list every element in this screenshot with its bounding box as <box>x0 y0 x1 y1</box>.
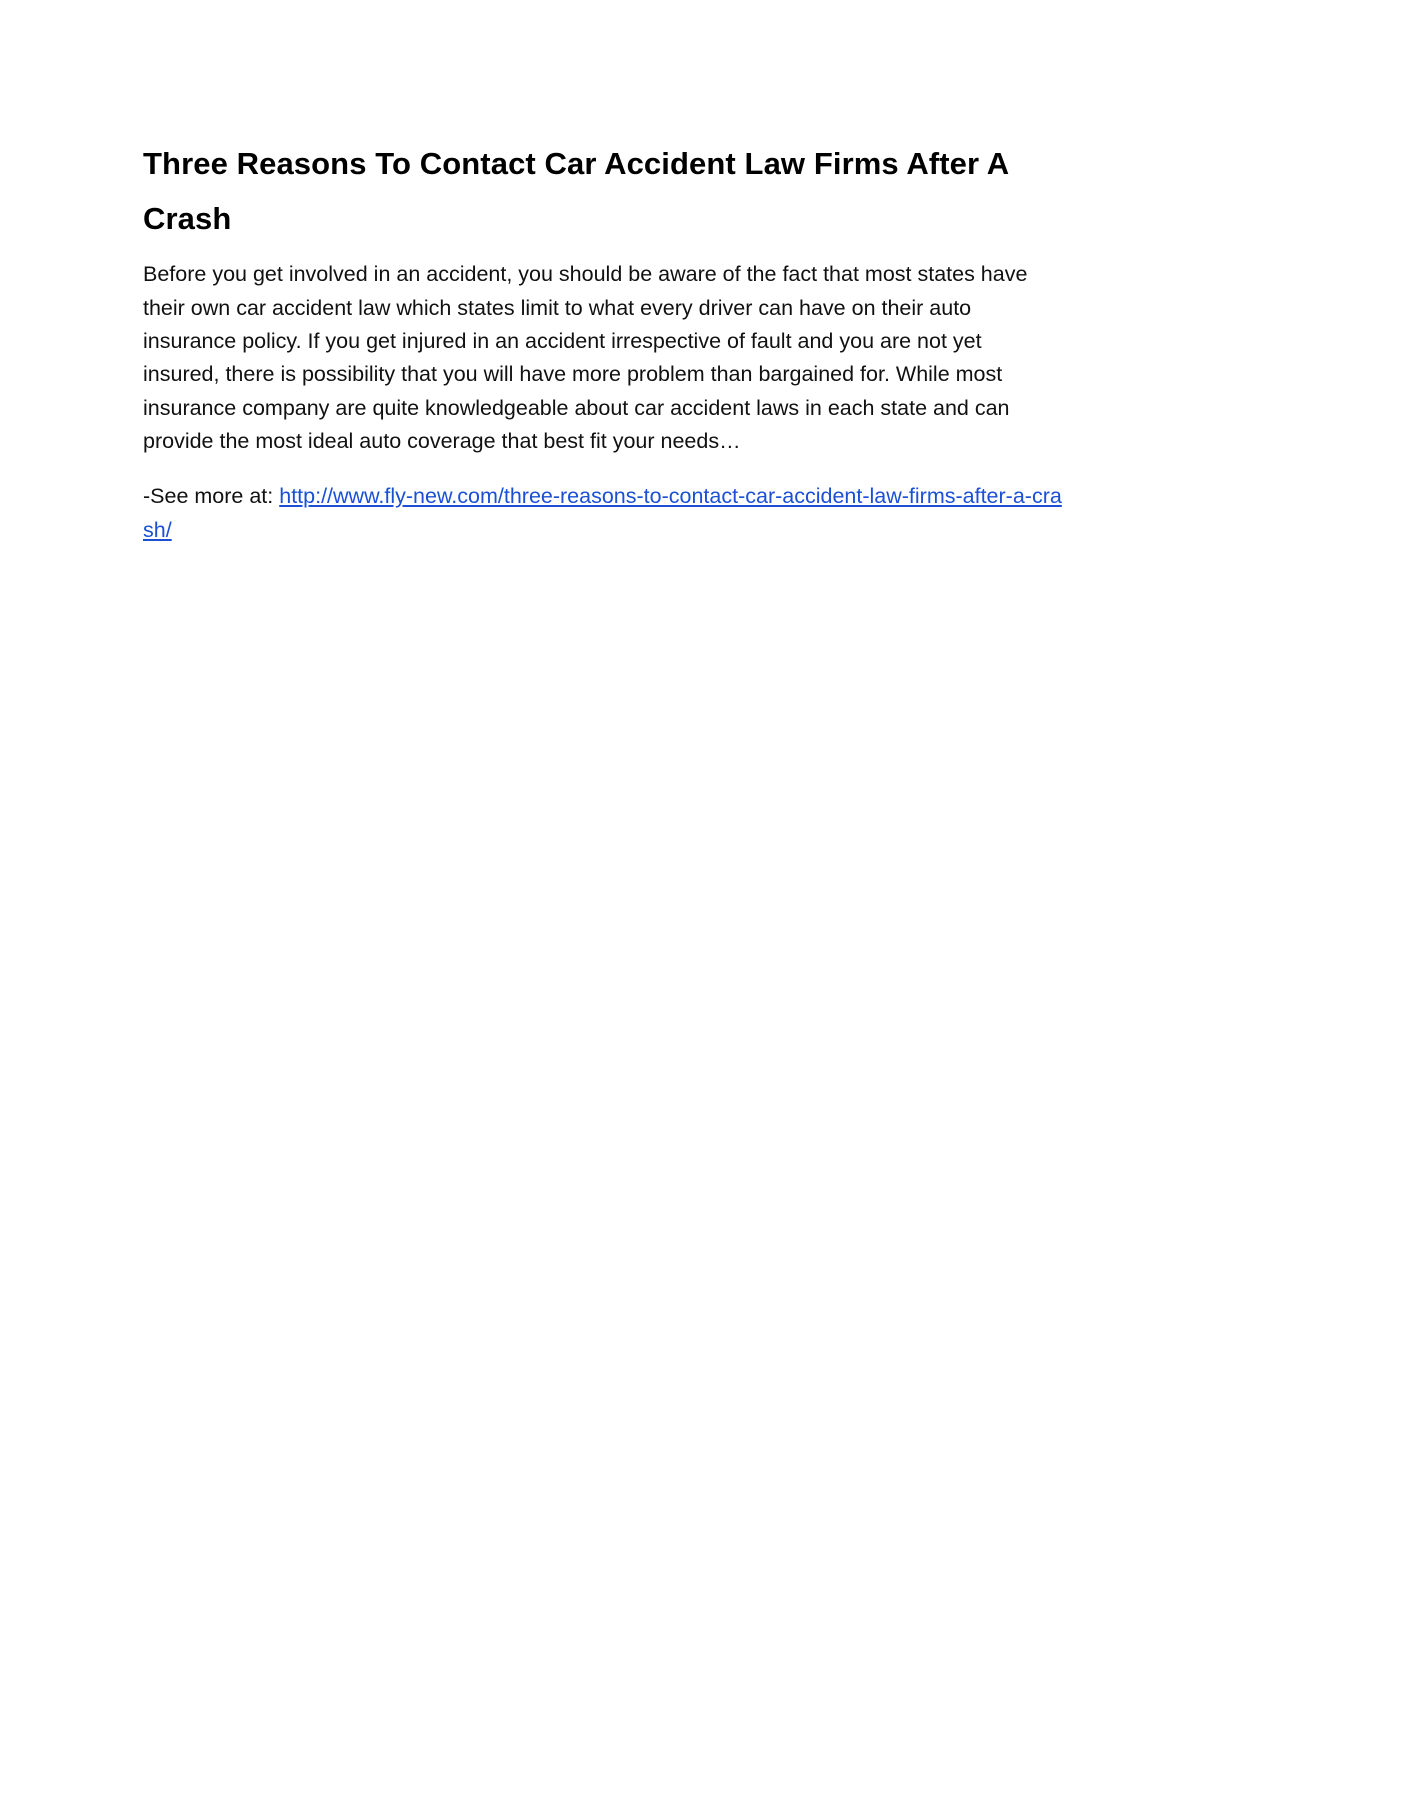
see-more-label: -See more at: <box>143 484 280 509</box>
body-paragraph: Before you get involved in an accident, you should be aware of the fact that most states have their own car accident law which states limit to what every driver can have on their auto insurance policy. If you get injured in an accident irrespective of fault and you are not yet insured, there is possibility that you will have more problem than bargained for. While most insurance company are quite knowledgeable about car accident laws in each state and can provide the most ideal auto coverage that best fit your needs… <box>143 262 1028 453</box>
document-content <box>143 136 1063 547</box>
see-more-paragraph <box>143 480 1063 547</box>
article-source-link[interactable]: http://www.fly-new.com/three-reasons-to-contact-car-accident-law-firms-after-a-crash/ <box>143 484 1062 542</box>
page-title: Three Reasons To Contact Car Accident Law Firms After A Crash <box>143 146 1009 237</box>
